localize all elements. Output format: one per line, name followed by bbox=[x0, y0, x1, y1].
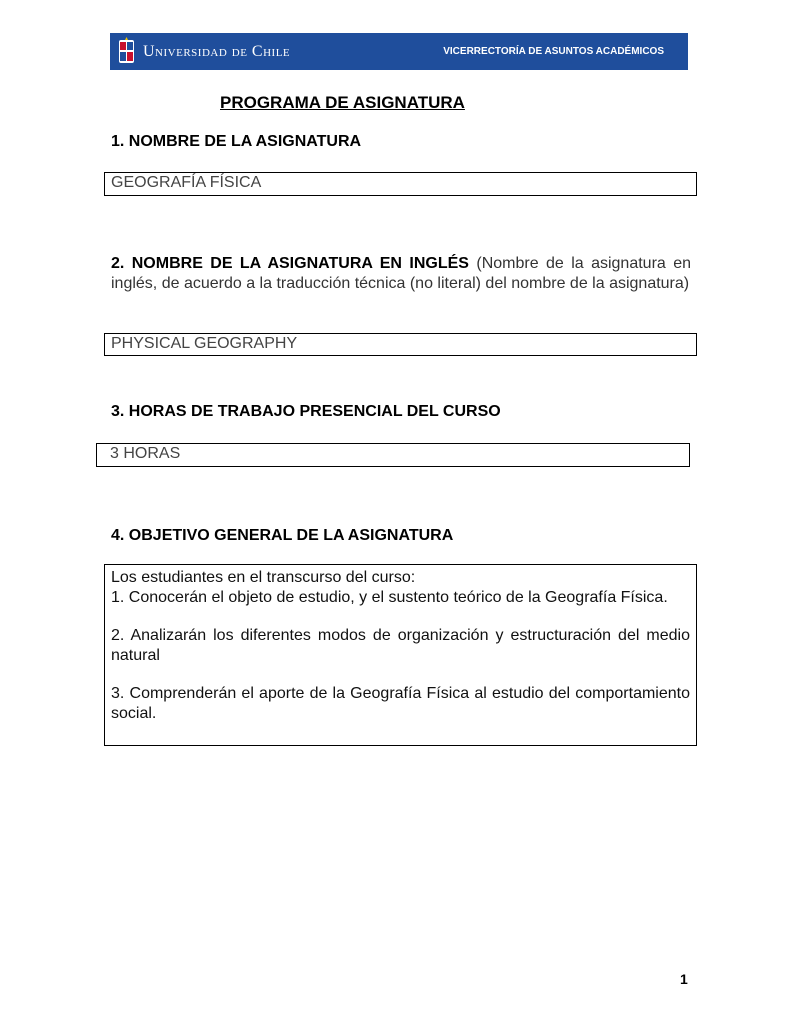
objective-intro: Los estudiantes en el transcurso del curso: bbox=[111, 569, 416, 586]
section-2-title: 2. NOMBRE DE LA ASIGNATURA EN INGLÉS bbox=[111, 255, 469, 272]
section-3-title: 3. HORAS DE TRABAJO PRESENCIAL DEL CURSO bbox=[111, 403, 501, 420]
course-name-value: GEOGRAFÍA FÍSICA bbox=[111, 174, 262, 191]
header-banner bbox=[110, 33, 688, 70]
section-4-title: 4. OBJETIVO GENERAL DE LA ASIGNATURA bbox=[111, 527, 454, 544]
page-number: 1 bbox=[680, 971, 688, 987]
objective-item-3: 3. Comprenderán el aporte de la Geografía Física al estudio del comportamiento social. bbox=[111, 685, 690, 722]
university-seal-icon bbox=[117, 37, 136, 66]
office-name: VICERRECTORÍA DE ASUNTOS ACADÉMICOS bbox=[443, 46, 664, 57]
hours-box bbox=[96, 443, 690, 467]
course-name-box bbox=[104, 172, 697, 196]
section-2-note: (Nombre de la asignatura en inglés, de acuerdo a la traducción técnica (no literal) del nombre de la asignatura) bbox=[111, 255, 692, 292]
objective-item-1: 1. Conocerán el objeto de estudio, y el sustento teórico de la Geografía Física. bbox=[111, 588, 668, 606]
university-name: Universidad de Chile bbox=[143, 43, 291, 60]
hours-value: 3 HORAS bbox=[110, 445, 181, 462]
section-2-paragraph bbox=[111, 254, 691, 294]
objective-box bbox=[104, 564, 697, 746]
document-title: PROGRAMA DE ASIGNATURA bbox=[220, 93, 465, 112]
section-1-title: 1. NOMBRE DE LA ASIGNATURA bbox=[111, 133, 362, 150]
objective-item-2: 2. Analizarán los diferentes modos de organización y estructuración del medio natural bbox=[111, 627, 690, 664]
english-name-box bbox=[104, 333, 697, 356]
english-name-value: PHYSICAL GEOGRAPHY bbox=[111, 335, 298, 352]
